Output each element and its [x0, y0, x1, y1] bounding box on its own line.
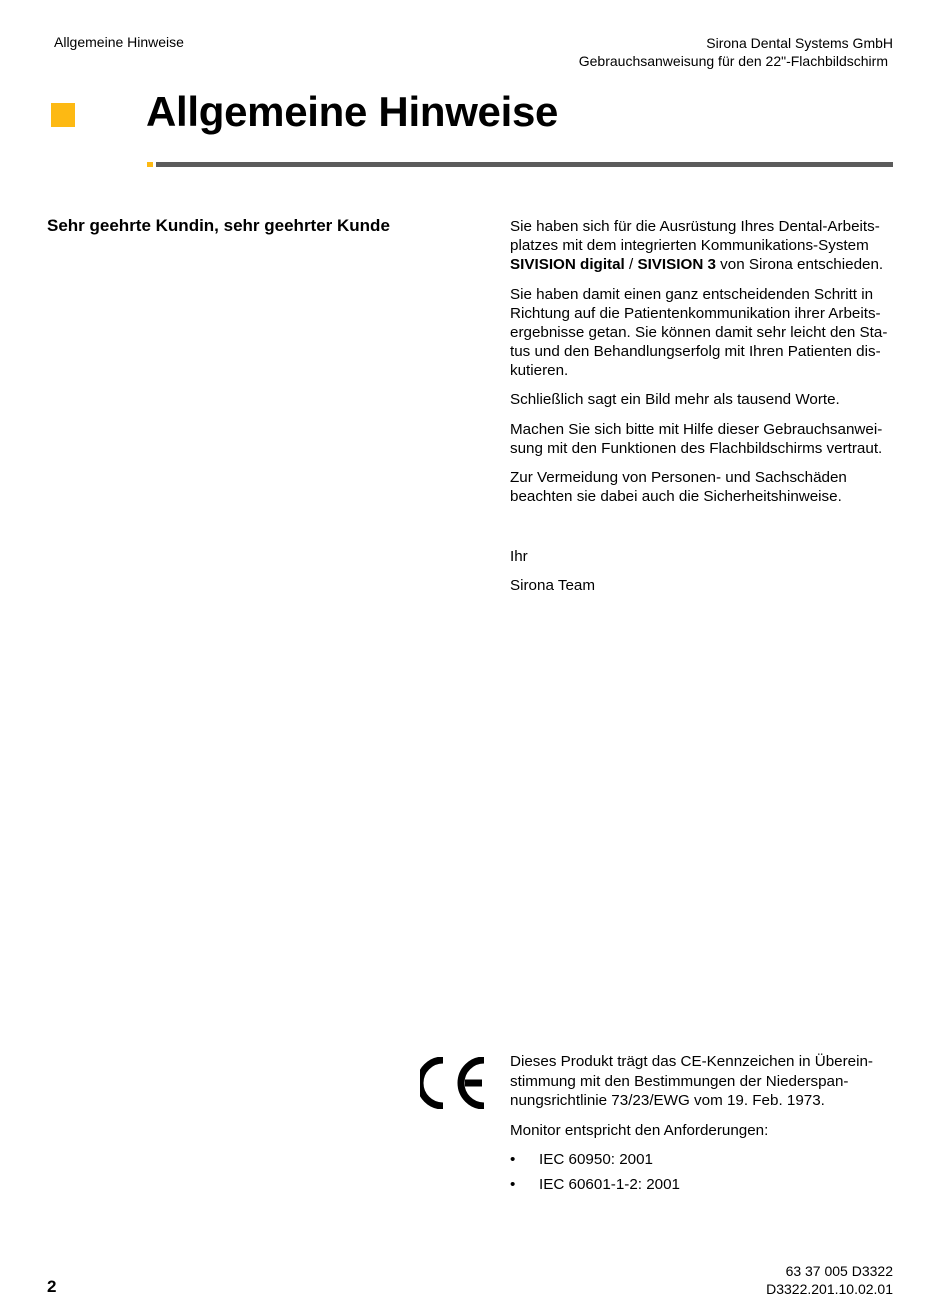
letter-body	[510, 217, 894, 606]
list-item	[510, 1150, 894, 1170]
section-marker-square	[51, 103, 75, 127]
ce-conformity-section	[510, 1052, 894, 1199]
doc-number: 63 37 005 D3322	[785, 1263, 893, 1279]
text-line: sung mit den Funktionen des Flachbildschirms vertraut.	[510, 439, 883, 457]
salutation-heading: Sehr geehrte Kundin, sehr geehrter Kunde	[47, 216, 390, 235]
paragraph-intro	[510, 217, 894, 274]
product-name-1: SIVISION digital	[510, 256, 625, 273]
text-line	[510, 255, 894, 274]
text-line: Zur Vermeidung von Personen- und Sachschäden	[510, 469, 847, 486]
text-line: Monitor entspricht den Anforderungen:	[510, 1121, 769, 1139]
text-line: Machen Sie sich bitte mit Hilfe dieser Gebrauchsanwei-	[510, 420, 883, 438]
bullet: •	[510, 1175, 516, 1193]
title-rule-accent	[147, 162, 153, 167]
paragraph-instructions	[510, 420, 894, 458]
signature	[510, 576, 894, 595]
paragraph-safety	[510, 468, 894, 506]
ce-statement	[510, 1052, 894, 1111]
text-fragment: von Sirona entschieden.	[715, 256, 884, 273]
closing	[510, 547, 894, 566]
list-item	[510, 1175, 894, 1195]
text-line: Ihr	[510, 547, 528, 565]
text-line: kutieren.	[510, 361, 569, 379]
requirements-intro	[510, 1121, 894, 1141]
standards-list	[510, 1150, 894, 1194]
text-line: ergebnisse getan. Sie können damit sehr leicht den Sta-	[510, 323, 888, 341]
paragraph-quote	[510, 390, 894, 409]
header-manual-title: Gebrauchsanweisung für den 22"-Flachbildschirm	[578, 53, 888, 69]
text-line: beachten sie dabei auch die Sicherheitshinweise.	[510, 488, 842, 505]
text-line: Sirona Team	[510, 577, 595, 594]
text-line: Schließlich sagt ein Bild mehr als tausend Worte.	[510, 391, 840, 408]
text-line: stimmung mit den Bestimmungen der Niederspan-	[510, 1072, 849, 1090]
header-publisher	[579, 34, 893, 70]
page-title: Allgemeine Hinweise	[146, 88, 559, 135]
spacer	[510, 517, 894, 547]
text-line: Dieses Produkt trägt das CE-Kennzeichen in Überein-	[510, 1053, 873, 1070]
doc-code: D3322.201.10.02.01	[766, 1281, 893, 1297]
header-section-title: Allgemeine Hinweise	[54, 34, 184, 50]
standard-label: IEC 60950: 2001	[539, 1151, 653, 1168]
title-rule	[156, 162, 893, 167]
text-line: nungsrichtlinie 73/23/EWG vom 19. Feb. 1973.	[510, 1092, 825, 1109]
bullet: •	[510, 1151, 516, 1168]
page-number: 2	[47, 1277, 57, 1296]
text-line: Sie haben sich für die Ausrüstung Ihres Dental-Arbeits-	[510, 218, 880, 235]
text-line: Sie haben damit einen ganz entscheidenden Schritt in	[510, 285, 874, 303]
ce-mark-icon	[420, 1057, 486, 1109]
standard-label: IEC 60601-1-2: 2001	[539, 1175, 681, 1193]
text-line: platzes mit dem integrierten Kommunikations-System	[510, 237, 869, 254]
header-company: Sirona Dental Systems GmbH	[706, 35, 893, 51]
text-line: tus und den Behandlungserfolg mit Ihren Patienten dis-	[510, 342, 881, 360]
separator: /	[624, 256, 638, 273]
product-name-2: SIVISION 3	[637, 256, 716, 273]
paragraph-benefit	[510, 285, 894, 380]
footer-doc-ids	[766, 1262, 893, 1298]
text-line: Richtung auf die Patientenkommunikation ihrer Arbeits-	[510, 304, 881, 322]
